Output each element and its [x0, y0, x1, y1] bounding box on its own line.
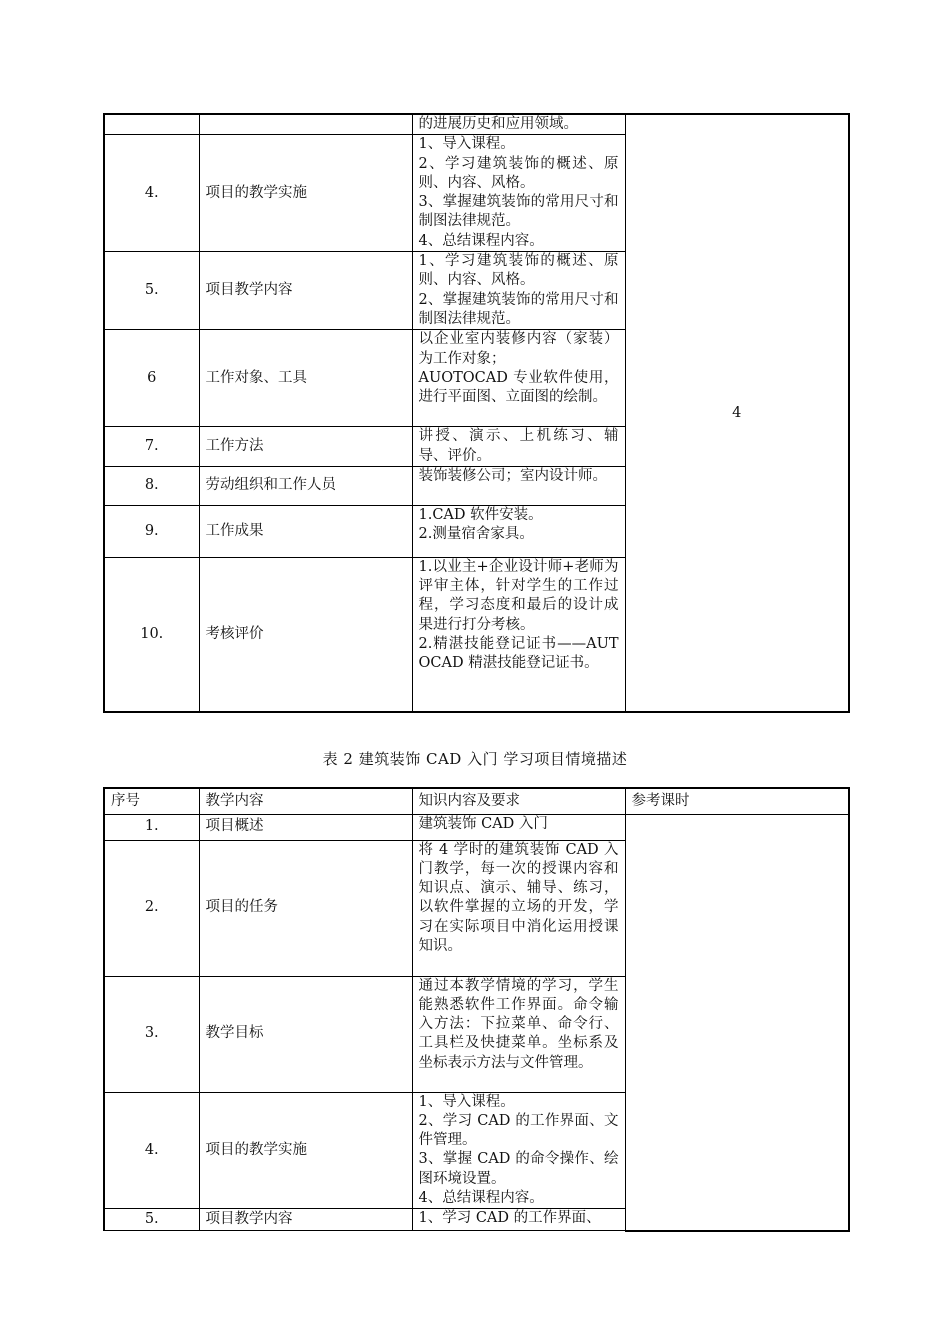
row-content: 项目概述 [199, 814, 412, 840]
row-number: 3. [104, 976, 199, 1092]
row-content: 项目教学内容 [199, 1209, 412, 1231]
row-content: 项目教学内容 [199, 252, 412, 330]
table-caption: 表 2 建筑装饰 CAD 入门 学习项目情境描述 [322, 750, 628, 768]
row-detail: 讲授、演示、上机练习、辅导、评价。 [412, 427, 625, 467]
row-detail: 将 4 学时的建筑装饰 CAD 入门教学，每一次的授课内容和知识点、演示、辅导、练习，以软件掌握的立场的开发，学习在实际项目中消化运用授课知识。 [412, 840, 625, 976]
row-detail: 以企业室内装修内容（家装）为工作对象； AUOTOCAD 专业软件使用，进行平面图、立面图的绘制。 [412, 330, 625, 427]
row-number: 6 [104, 330, 199, 427]
row-number: 5. [104, 252, 199, 330]
reference-hours: 4 [625, 114, 849, 712]
row-number: 5. [104, 1209, 199, 1231]
header-detail: 知识内容及要求 [412, 788, 625, 814]
row-detail: 建筑装饰 CAD 入门 [412, 814, 625, 840]
header-hours: 参考课时 [625, 788, 849, 814]
row-detail: 1、学习建筑装饰的概述、原则、内容、风格。 2、掌握建筑装饰的常用尺寸和制图法律规范。 [412, 252, 625, 330]
row-detail: 1.以业主+企业设计师+老师为评审主体，针对学生的工作过程，学习态度和最后的设计成果进行打分考核。 2.精湛技能登记证书——AUTOCAD 精湛技能登记证书。 [412, 557, 625, 712]
row-number: 1. [104, 814, 199, 840]
row-content: 考核评价 [199, 557, 412, 712]
row-detail: 装饰装修公司；室内设计师。 [412, 466, 625, 505]
row-content: 项目的教学实施 [199, 1092, 412, 1209]
row-content: 劳动组织和工作人员 [199, 466, 412, 505]
header-number: 序号 [104, 788, 199, 814]
row-number: 10. [104, 557, 199, 712]
reference-hours [625, 814, 849, 1231]
table-row [104, 814, 849, 840]
table-project-description-1 [103, 113, 850, 713]
row-detail: 的进展历史和应用领域。 [412, 114, 625, 135]
row-number: 2. [104, 840, 199, 976]
header-content: 教学内容 [199, 788, 412, 814]
table-header-row [104, 788, 849, 814]
row-detail: 1.CAD 软件安装。 2.测量宿舍家具。 [412, 505, 625, 557]
row-detail: 通过本教学情境的学习，学生能熟悉软件工作界面。命令输入方法：下拉菜单、命令行、工具栏及快捷菜单。坐标系及坐标表示方法与文件管理。 [412, 976, 625, 1092]
row-detail: 1、学习 CAD 的工作界面、 [412, 1209, 625, 1231]
row-number: 8. [104, 466, 199, 505]
row-number: 7. [104, 427, 199, 467]
row-content: 工作成果 [199, 505, 412, 557]
row-number [104, 114, 199, 135]
row-content: 项目的教学实施 [199, 135, 412, 252]
row-content: 项目的任务 [199, 840, 412, 976]
row-number: 4. [104, 135, 199, 252]
table-row [104, 114, 849, 135]
row-content [199, 114, 412, 135]
table-project-description-2 [103, 787, 850, 1232]
row-number: 9. [104, 505, 199, 557]
row-content: 教学目标 [199, 976, 412, 1092]
row-content: 工作方法 [199, 427, 412, 467]
row-content: 工作对象、工具 [199, 330, 412, 427]
row-number: 4. [104, 1092, 199, 1209]
row-detail: 1、导入课程。 2、学习建筑装饰的概述、原则、内容、风格。 3、掌握建筑装饰的常用尺寸和制图法律规范。 4、总结课程内容。 [412, 135, 625, 252]
row-detail: 1、导入课程。 2、学习 CAD 的工作界面、文件管理。 3、掌握 CAD 的命令操作、绘图环境设置。 4、总结课程内容。 [412, 1092, 625, 1209]
